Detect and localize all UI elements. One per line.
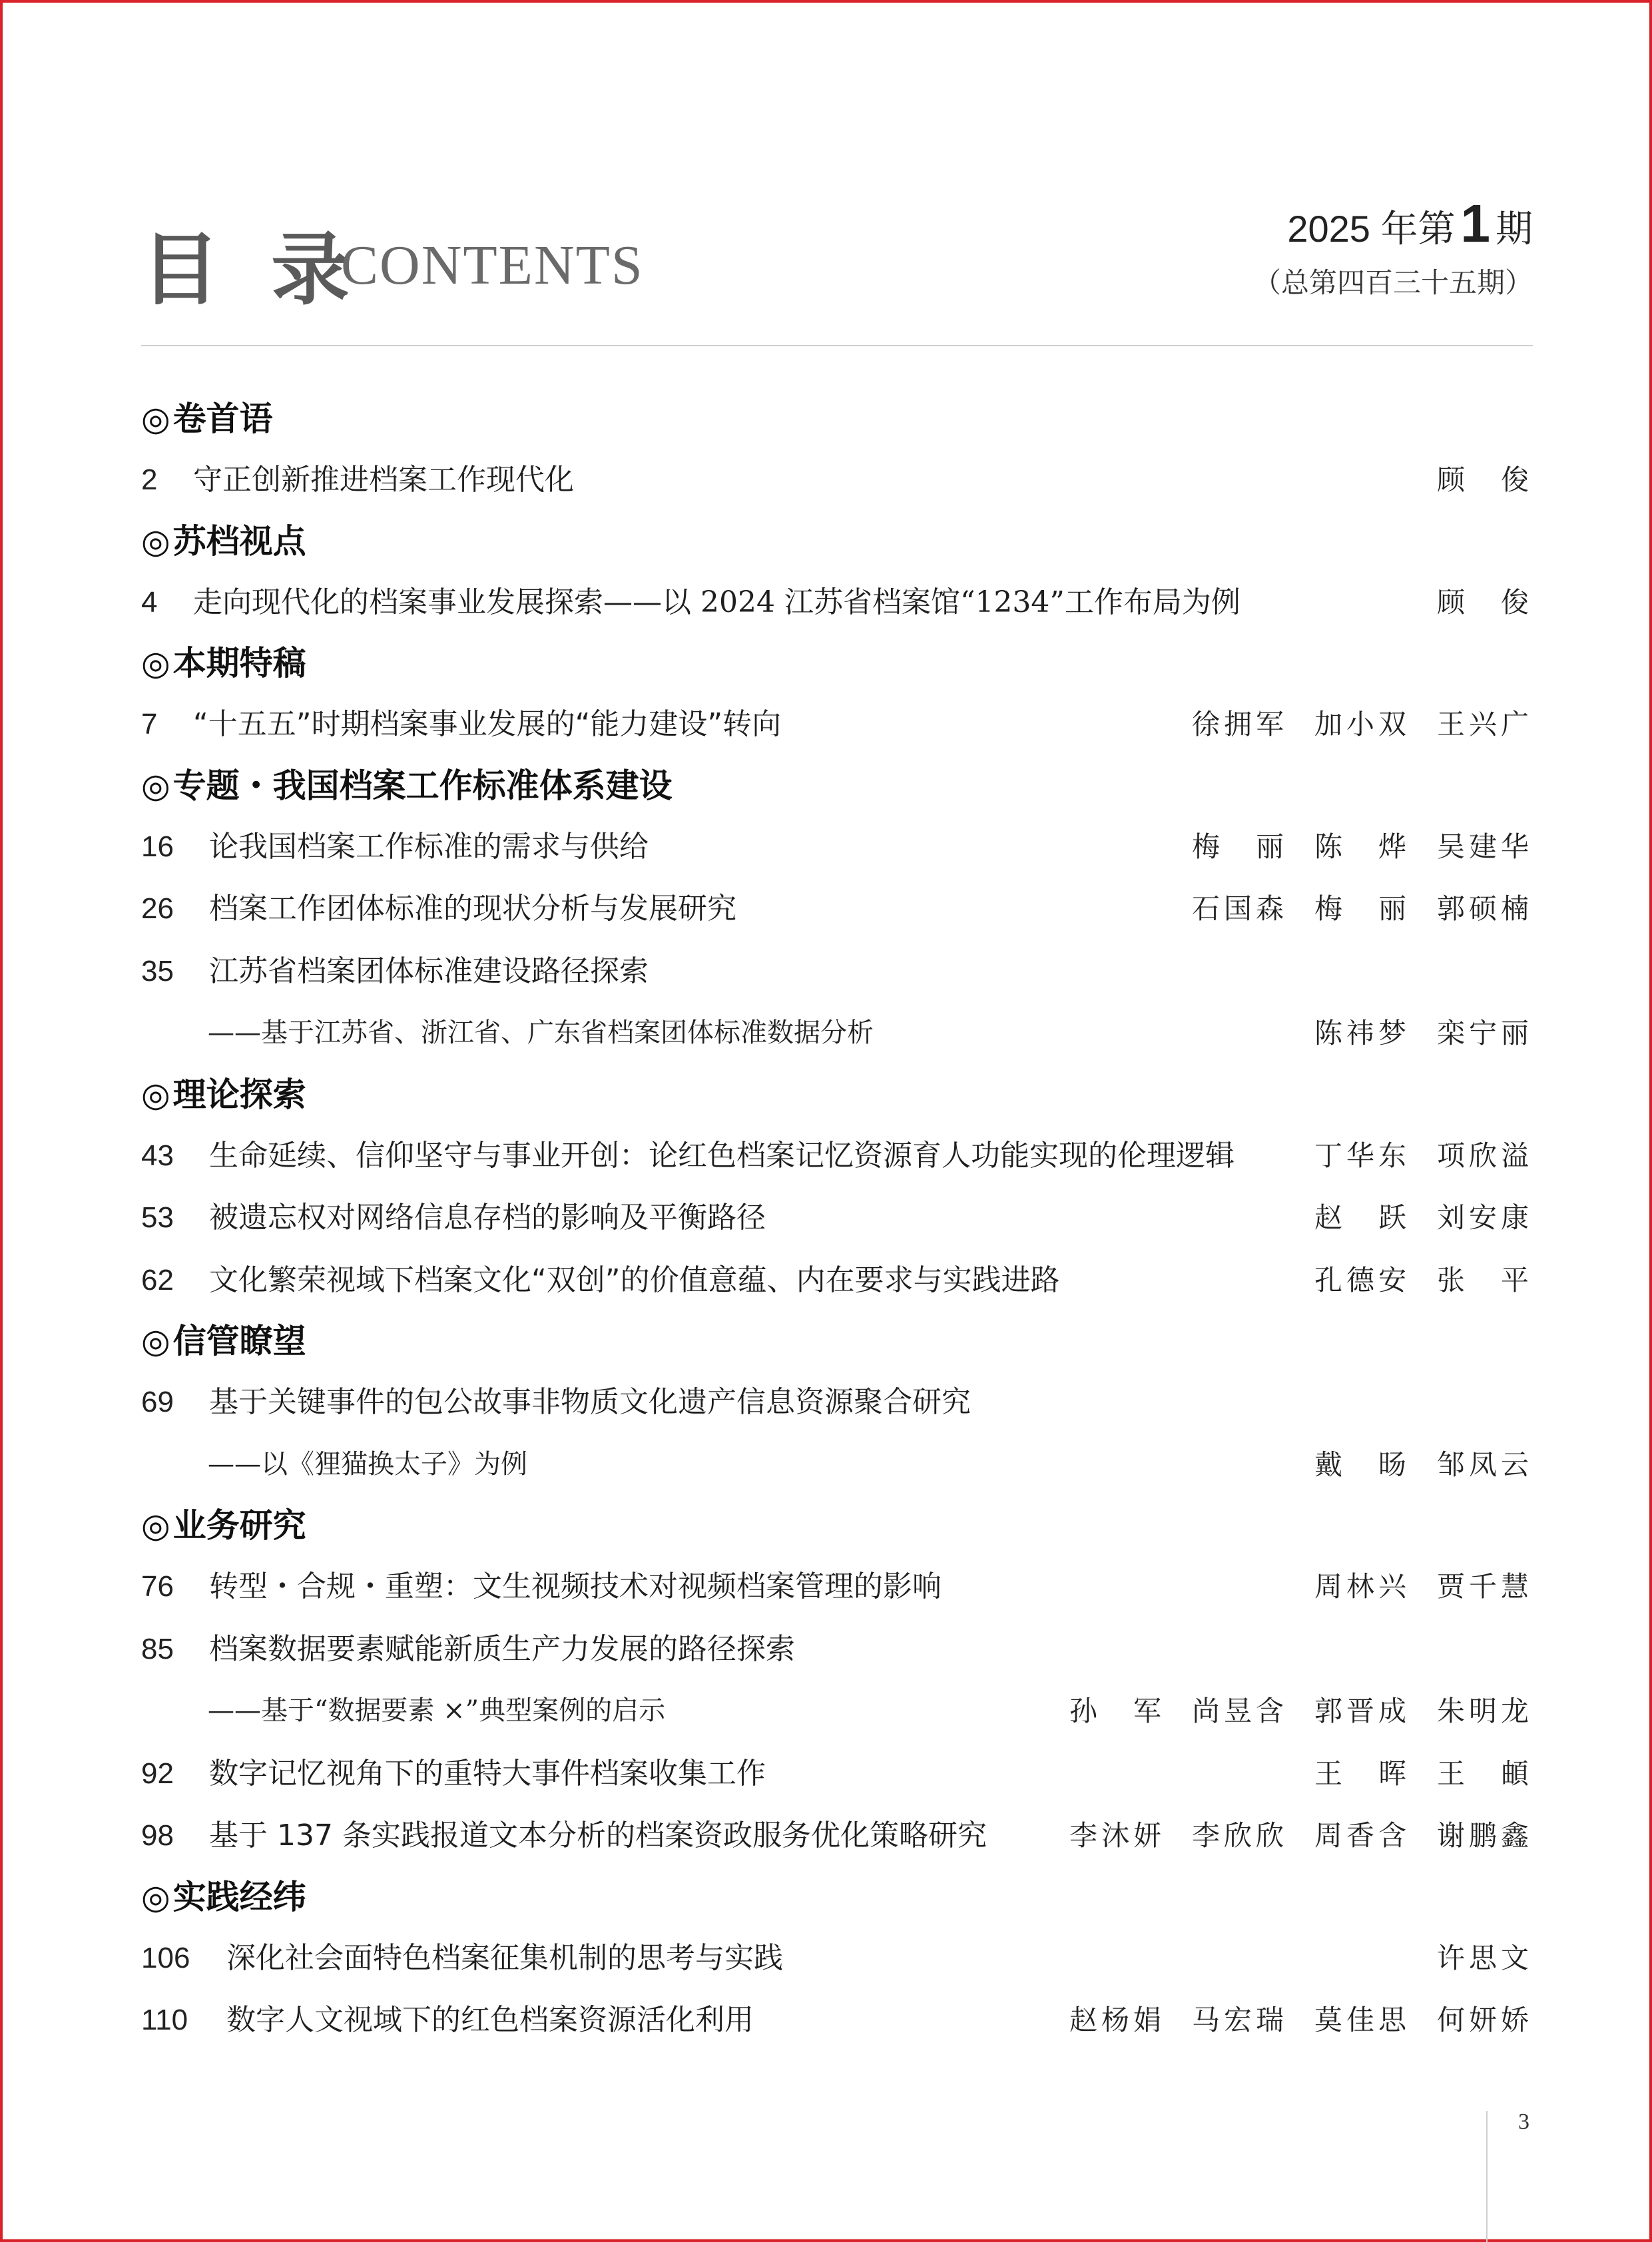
section-mark: ◎ bbox=[141, 644, 170, 683]
entry-page: 98 bbox=[141, 1819, 174, 1852]
author-name: 梅 丽 bbox=[1191, 830, 1288, 863]
author-name: 刘安康 bbox=[1436, 1201, 1533, 1234]
entry-title: 数字人文视域下的红色档案资源活化利用 bbox=[226, 2003, 754, 2037]
section-heading bbox=[141, 511, 1533, 571]
entry-title: 文化繁荣视域下档案文化“双创”的价值意蕴、内在要求与实践进路 bbox=[209, 1262, 1060, 1297]
entry-subtitle: ——基于江苏省、浙江省、广东省档案团体标准数据分析 bbox=[208, 1017, 874, 1048]
author-name: 项欣溢 bbox=[1436, 1139, 1533, 1172]
entry-authors bbox=[1165, 693, 1533, 756]
section-heading bbox=[141, 633, 1533, 693]
section-name: 业务研究 bbox=[172, 1506, 306, 1545]
entry-authors bbox=[1410, 571, 1533, 634]
author-name: 徐拥军 bbox=[1191, 708, 1288, 740]
author-name: 莫佳思 bbox=[1314, 2004, 1410, 2036]
toc-entry[interactable] bbox=[141, 571, 1533, 634]
entry-authors bbox=[1165, 816, 1533, 878]
section-mark: ◎ bbox=[141, 1506, 170, 1545]
entry-title: 转型・合规・重塑：文生视频技术对视频档案管理的影响 bbox=[209, 1569, 942, 1603]
author-name: 吴建华 bbox=[1436, 830, 1533, 863]
entry-page: 92 bbox=[141, 1757, 174, 1790]
author-name: 丁华东 bbox=[1314, 1139, 1410, 1172]
footer-divider bbox=[1486, 2111, 1488, 2242]
author-name: 谢鹏鑫 bbox=[1436, 1819, 1533, 1852]
author-name: 孔德安 bbox=[1314, 1263, 1410, 1296]
entry-authors bbox=[1043, 1989, 1533, 2052]
author-name: 孙 军 bbox=[1069, 1695, 1165, 1727]
author-name: 周香含 bbox=[1314, 1819, 1410, 1852]
entry-page: 53 bbox=[141, 1201, 174, 1234]
toc-title-cn: 目 录 bbox=[141, 224, 362, 316]
entry-title: 基于 137 条实践报道文本分析的档案资政服务优化策略研究 bbox=[209, 1819, 987, 1852]
entry-title: 走向现代化的档案事业发展探索——以 2024 江苏省档案馆“1234”工作布局为例 bbox=[193, 585, 1240, 619]
entry-title: 江苏省档案团体标准建设路径探索 bbox=[209, 954, 649, 988]
toc-entry[interactable] bbox=[141, 1002, 1533, 1065]
issue-year: 2025 年第 bbox=[1287, 208, 1456, 250]
toc-entry[interactable] bbox=[141, 1434, 1533, 1496]
section-heading bbox=[141, 1065, 1533, 1125]
author-name: 李沐妍 bbox=[1069, 1819, 1165, 1852]
toc-entry[interactable] bbox=[141, 1805, 1533, 1867]
toc-title-en: CONTENTS bbox=[341, 234, 644, 296]
toc-entry[interactable] bbox=[141, 1680, 1533, 1743]
author-name: 王兴广 bbox=[1436, 708, 1533, 740]
toc-entry[interactable] bbox=[141, 1555, 1533, 1618]
author-name: 郭晋成 bbox=[1314, 1695, 1410, 1727]
section-name: 苏档视点 bbox=[172, 521, 306, 561]
toc-entry[interactable] bbox=[141, 1371, 1533, 1434]
author-name: 周林兴 bbox=[1314, 1570, 1410, 1603]
author-name: 梅 丽 bbox=[1314, 892, 1410, 925]
section-heading bbox=[141, 1867, 1533, 1927]
toc-entry[interactable] bbox=[141, 1927, 1533, 1990]
author-name: 陈祎梦 bbox=[1314, 1017, 1410, 1049]
toc-entry[interactable] bbox=[141, 1187, 1533, 1249]
toc-entry[interactable] bbox=[141, 1989, 1533, 2052]
entry-authors bbox=[1165, 878, 1533, 940]
toc-header bbox=[141, 193, 1533, 346]
author-name: 戴 旸 bbox=[1314, 1448, 1410, 1481]
author-name: 石国森 bbox=[1191, 892, 1288, 925]
author-name: 邹凤云 bbox=[1436, 1448, 1533, 1481]
section-mark: ◎ bbox=[141, 400, 170, 438]
entry-page: 26 bbox=[141, 892, 174, 925]
entry-authors bbox=[1288, 1434, 1533, 1496]
entry-page: 85 bbox=[141, 1632, 174, 1665]
author-name: 贾千慧 bbox=[1436, 1570, 1533, 1603]
entry-page: 62 bbox=[141, 1263, 174, 1296]
entry-authors bbox=[1288, 1555, 1533, 1618]
author-name: 陈 烨 bbox=[1314, 830, 1410, 863]
section-mark: ◎ bbox=[141, 1322, 170, 1360]
author-name: 赵 跃 bbox=[1314, 1201, 1410, 1234]
entry-page: 7 bbox=[141, 708, 158, 740]
entry-title: 被遗忘权对网络信息存档的影响及平衡路径 bbox=[209, 1201, 766, 1235]
section-mark: ◎ bbox=[141, 521, 170, 561]
section-name: 专题・我国档案工作标准体系建设 bbox=[172, 766, 673, 805]
entry-authors bbox=[1043, 1680, 1533, 1743]
section-heading bbox=[141, 756, 1533, 816]
section-heading bbox=[141, 1311, 1533, 1371]
section-mark: ◎ bbox=[141, 1075, 170, 1114]
entry-authors bbox=[1288, 1187, 1533, 1249]
entry-title: 基于关键事件的包公故事非物质文化遗产信息资源聚合研究 bbox=[209, 1385, 971, 1419]
section-name: 理论探索 bbox=[172, 1075, 306, 1114]
entry-title: 深化社会面特色档案征集机制的思考与实践 bbox=[226, 1940, 783, 1975]
entry-page: 43 bbox=[141, 1139, 174, 1172]
toc-entry[interactable] bbox=[141, 940, 1533, 1003]
toc-entry[interactable] bbox=[141, 693, 1533, 756]
author-name: 栾宁丽 bbox=[1436, 1017, 1533, 1049]
entry-authors bbox=[1410, 449, 1533, 511]
toc-entry[interactable] bbox=[141, 816, 1533, 878]
author-name: 王 頔 bbox=[1436, 1757, 1533, 1790]
author-name: 加小双 bbox=[1314, 708, 1410, 740]
issue-info bbox=[1253, 193, 1533, 301]
section-name: 卷首语 bbox=[172, 400, 273, 438]
toc-entry[interactable] bbox=[141, 449, 1533, 511]
author-name: 尚昱含 bbox=[1191, 1695, 1288, 1727]
author-name: 顾 俊 bbox=[1436, 463, 1533, 496]
section-mark: ◎ bbox=[141, 766, 170, 805]
author-name: 朱明龙 bbox=[1436, 1695, 1533, 1727]
author-name: 张 平 bbox=[1436, 1263, 1533, 1296]
toc-entry[interactable] bbox=[141, 878, 1533, 940]
entry-authors bbox=[1288, 1002, 1533, 1065]
entry-page: 4 bbox=[141, 585, 158, 619]
entry-title: 档案数据要素赋能新质生产力发展的路径探索 bbox=[209, 1631, 795, 1666]
entry-authors bbox=[1288, 1249, 1533, 1312]
author-name: 郭硕楠 bbox=[1436, 892, 1533, 925]
issue-number: 1 bbox=[1460, 194, 1490, 253]
toc-entry[interactable] bbox=[141, 1618, 1533, 1681]
section-heading bbox=[141, 1496, 1533, 1555]
entry-page: 106 bbox=[141, 1941, 190, 1974]
entry-page: 110 bbox=[141, 2004, 188, 2036]
issue-line bbox=[1253, 193, 1533, 254]
section-heading bbox=[141, 389, 1533, 449]
entry-authors bbox=[1410, 1927, 1533, 1990]
section-name: 信管瞭望 bbox=[172, 1322, 306, 1360]
author-name: 赵杨娟 bbox=[1069, 2004, 1165, 2036]
page-number: 3 bbox=[1518, 2109, 1529, 2134]
entry-authors bbox=[1043, 1805, 1533, 1867]
section-name: 实践经纬 bbox=[172, 1877, 306, 1916]
entry-title: 守正创新推进档案工作现代化 bbox=[193, 463, 574, 497]
issue-total: （总第四百三十五期） bbox=[1252, 266, 1533, 299]
section-mark: ◎ bbox=[141, 1877, 170, 1916]
header-divider bbox=[141, 345, 1533, 346]
toc-entry[interactable] bbox=[141, 1743, 1533, 1805]
entry-title: 生命延续、信仰坚守与事业开创：论红色档案记忆资源育人功能实现的伦理逻辑 bbox=[209, 1138, 1235, 1173]
author-name: 王 晖 bbox=[1314, 1757, 1410, 1790]
entry-subtitle: ——基于“数据要素 ×”典型案例的启示 bbox=[208, 1695, 666, 1726]
entry-title: 数字记忆视角下的重特大事件档案收集工作 bbox=[209, 1756, 766, 1791]
entry-page: 2 bbox=[141, 463, 158, 496]
entry-page: 76 bbox=[141, 1570, 174, 1603]
section-name: 本期特稿 bbox=[172, 644, 306, 683]
entry-title: 论我国档案工作标准的需求与供给 bbox=[209, 829, 649, 864]
author-name: 何妍娇 bbox=[1436, 2004, 1533, 2036]
author-name: 顾 俊 bbox=[1436, 585, 1533, 619]
entry-authors bbox=[1288, 1125, 1533, 1187]
entry-page: 16 bbox=[141, 830, 174, 863]
entry-page: 69 bbox=[141, 1386, 174, 1418]
author-name: 李欣欣 bbox=[1191, 1819, 1288, 1852]
issue-suffix: 期 bbox=[1496, 208, 1533, 250]
author-name: 许思文 bbox=[1436, 1941, 1533, 1974]
toc-entry[interactable] bbox=[141, 1249, 1533, 1312]
toc-list bbox=[141, 389, 1533, 2052]
entry-title: 档案工作团体标准的现状分析与发展研究 bbox=[209, 892, 736, 926]
author-name: 马宏瑞 bbox=[1191, 2004, 1288, 2036]
entry-title: “十五五”时期档案事业发展的“能力建设”转向 bbox=[193, 707, 782, 741]
entry-authors bbox=[1288, 1743, 1533, 1805]
toc-entry[interactable] bbox=[141, 1125, 1533, 1187]
entry-subtitle: ——以《狸猫换太子》为例 bbox=[208, 1448, 527, 1480]
entry-page: 35 bbox=[141, 954, 174, 987]
